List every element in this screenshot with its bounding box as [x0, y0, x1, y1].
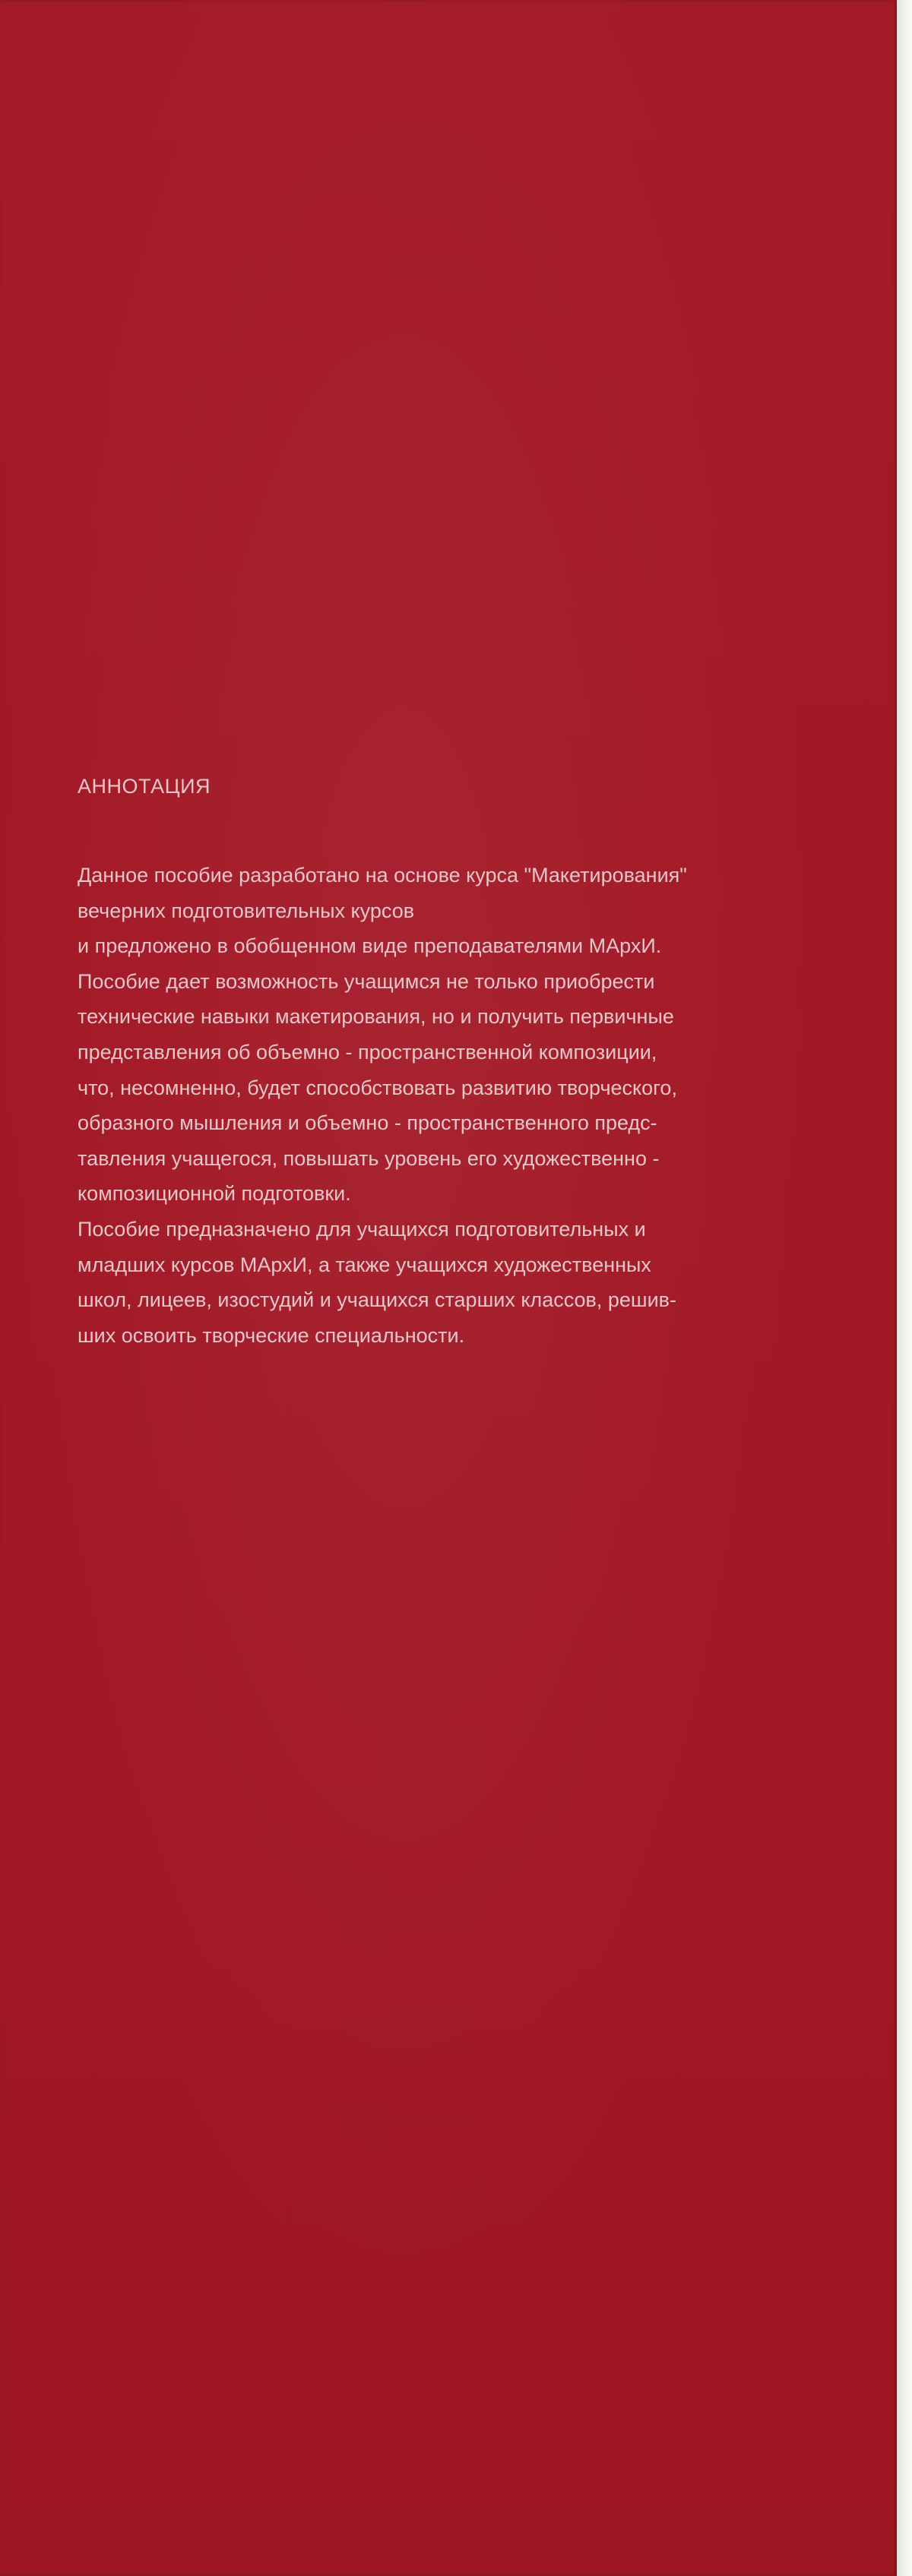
page-edge: [897, 0, 912, 2576]
annotation-line: что, несомненно, будет способствовать развитию творческого,: [78, 1076, 677, 1099]
annotation-line: школ, лицеев, изостудий и учащихся старших классов, решив-: [78, 1288, 676, 1312]
annotation-line: технические навыки макетирования, но и получить первичные: [78, 1005, 674, 1029]
annotation-line: представления об объемно - пространственной композиции,: [78, 1040, 657, 1064]
annotation-line: младших курсов МАрхИ, а также учащихся художественных: [78, 1253, 651, 1276]
annotation-body: [78, 858, 838, 1353]
annotation-line: и предложено в обобщенном виде преподавателями МАрхИ.: [78, 934, 662, 958]
annotation-heading: АННОТАЦИЯ: [78, 775, 211, 798]
annotation-line: Данное пособие разработано на основе курса "Макетирования": [78, 864, 687, 887]
annotation-line: ших освоить творческие специальности.: [78, 1323, 465, 1347]
annotation-line: тавления учащегося, повышать уровень его художественно -: [78, 1146, 660, 1170]
annotation-line: Пособие дает возможность учащимся не только приобрести: [78, 969, 655, 993]
annotation-line: вечерних подготовительных курсов: [78, 899, 415, 922]
annotation-line: Пособие предназначено для учащихся подготовительных и: [78, 1217, 646, 1241]
annotation-block: [78, 763, 838, 1353]
annotation-line: композиционной подготовки.: [78, 1182, 351, 1206]
annotation-line: образного мышления и объемно - пространственного предс-: [78, 1111, 657, 1135]
